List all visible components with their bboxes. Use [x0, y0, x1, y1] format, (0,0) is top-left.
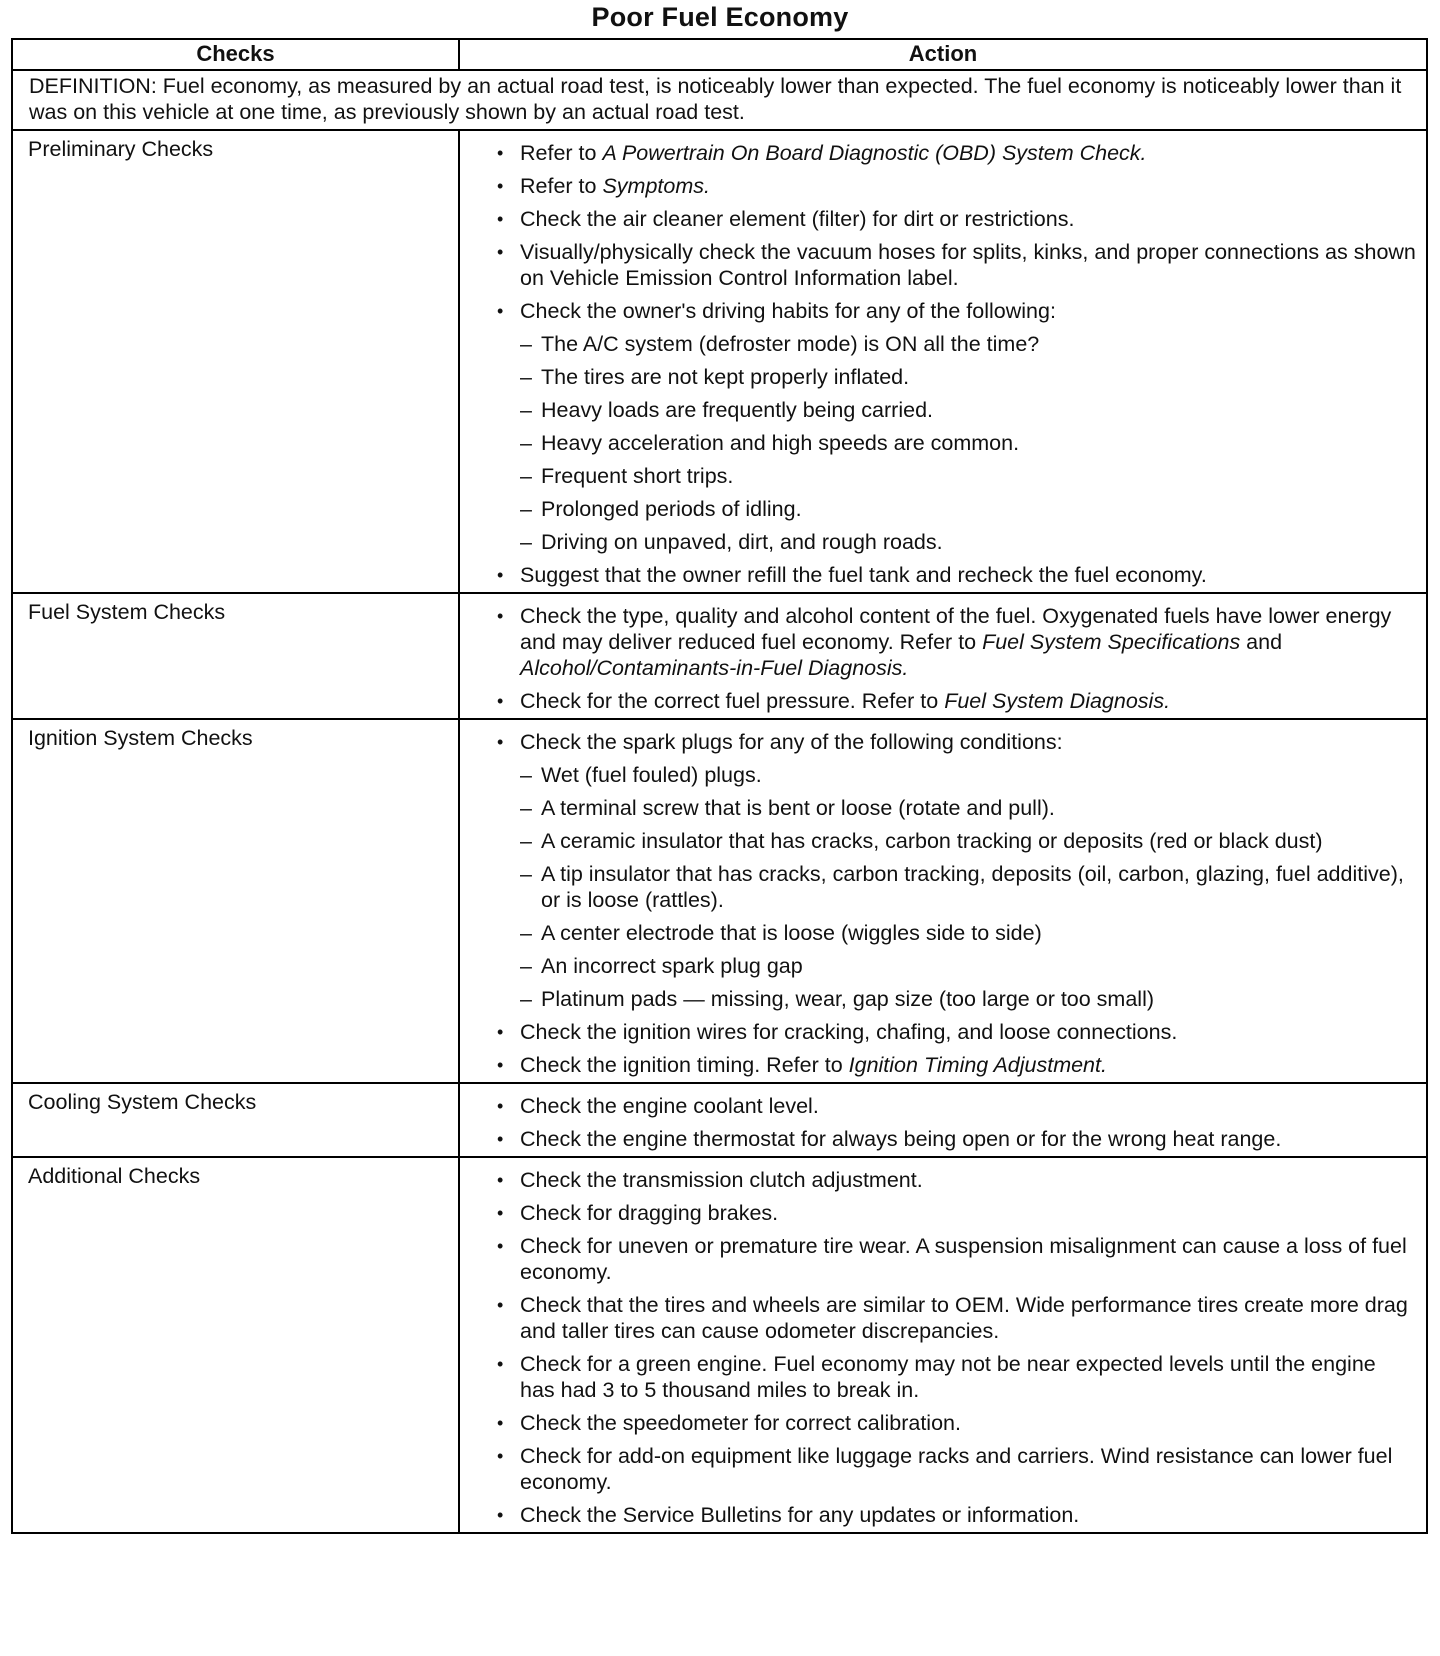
check-category: Additional Checks	[12, 1157, 459, 1533]
bullet-text: Visually/physically check the vacuum hoses for splits, kinks, and proper connections as shown on Vehicle Emission Control Information label.	[520, 240, 1416, 290]
table-row	[12, 593, 1427, 719]
table-row	[12, 1083, 1427, 1157]
bullet-text: Check for uneven or premature tire wear. A suspension misalignment can cause a loss of fuel economy.	[520, 1234, 1407, 1284]
bullet-text: Check the ignition timing. Refer to	[520, 1053, 849, 1077]
bullet-text: Refer to	[520, 174, 603, 198]
reference-link-text: Ignition Timing Adjustment.	[848, 1053, 1107, 1077]
action-cell	[459, 719, 1427, 1083]
sub-item: – A terminal screw that is bent or loose (rotate and pull).	[520, 795, 1416, 821]
bullet-text: Check the air cleaner element (filter) for dirt or restrictions.	[520, 207, 1075, 231]
bullet-list	[460, 1093, 1416, 1152]
bullet-item	[460, 1233, 1416, 1285]
table-row	[12, 130, 1427, 593]
sub-list	[520, 762, 1416, 1012]
bullet-item	[460, 603, 1416, 681]
bullet-text: Refer to	[520, 141, 603, 165]
definition-text: DEFINITION: Fuel economy, as measured by an actual road test, is noticeably lower than expected. The fuel economy is noticeably lower than it was on this vehicle at one time, as previously shown by an actual road test.	[12, 70, 1427, 130]
bullet-item	[460, 1167, 1416, 1193]
bullet-list	[460, 729, 1416, 1078]
bullet-item	[460, 1093, 1416, 1119]
sub-list	[520, 331, 1416, 555]
bullet-text: and	[1240, 630, 1283, 654]
table-row	[12, 719, 1427, 1083]
check-category: Preliminary Checks	[12, 130, 459, 593]
bullet-text: Check for a green engine. Fuel economy may not be near expected levels until the engine has had 3 to 5 thousand miles to break in.	[520, 1352, 1376, 1402]
bullet-text: Check for the correct fuel pressure. Refer to	[520, 689, 945, 713]
bullet-text: Check for dragging brakes.	[520, 1201, 779, 1225]
table-body	[12, 70, 1427, 1533]
reference-link-text: Fuel System Specifications	[982, 630, 1241, 654]
bullet-item	[460, 562, 1416, 588]
sub-item: – Heavy loads are frequently being carried.	[520, 397, 1416, 423]
action-cell	[459, 1157, 1427, 1533]
sub-item: – A ceramic insulator that has cracks, carbon tracking or deposits (red or black dust)	[520, 828, 1416, 854]
reference-link-text: Fuel System Diagnosis.	[944, 689, 1171, 713]
bullet-item	[460, 729, 1416, 1012]
bullet-item	[460, 1019, 1416, 1045]
bullet-item	[460, 206, 1416, 232]
action-column-header: Action	[459, 39, 1427, 70]
bullet-item	[460, 173, 1416, 199]
action-cell	[459, 130, 1427, 593]
check-category: Fuel System Checks	[12, 593, 459, 719]
bullet-item	[460, 239, 1416, 291]
sub-item: – An incorrect spark plug gap	[520, 953, 1416, 979]
bullet-text: Check the engine thermostat for always being open or for the wrong heat range.	[520, 1127, 1282, 1151]
checks-column-header: Checks	[12, 39, 459, 70]
reference-link-text: Symptoms.	[602, 174, 710, 198]
bullet-text: Check the owner's driving habits for any of the following:	[520, 299, 1056, 323]
bullet-item	[460, 140, 1416, 166]
bullet-item	[460, 688, 1416, 714]
bullet-item	[460, 1410, 1416, 1436]
bullet-list	[460, 1167, 1416, 1528]
bullet-text: Check the transmission clutch adjustment.	[520, 1168, 923, 1192]
reference-link-text: Alcohol/Contaminants-in-Fuel Diagnosis.	[520, 656, 909, 680]
table-header-row	[12, 39, 1427, 70]
check-category: Ignition System Checks	[12, 719, 459, 1083]
bullet-item	[460, 1292, 1416, 1344]
sub-item: – Driving on unpaved, dirt, and rough roads.	[520, 529, 1416, 555]
reference-link-text: A Powertrain On Board Diagnostic (OBD) System Check.	[602, 141, 1147, 165]
bullet-text: Check the speedometer for correct calibration.	[520, 1411, 961, 1435]
bullet-text: Check the type, quality and alcohol content of the fuel. Oxygenated fuels have lower energy and may deliver reduced fuel economy. Refer to	[520, 604, 1392, 654]
bullet-text: Check the engine coolant level.	[520, 1094, 819, 1118]
sub-item: – Heavy acceleration and high speeds are common.	[520, 430, 1416, 456]
sub-item: – Platinum pads — missing, wear, gap size (too large or too small)	[520, 986, 1416, 1012]
sub-item: – Wet (fuel fouled) plugs.	[520, 762, 1416, 788]
bullet-list	[460, 603, 1416, 714]
bullet-list	[460, 140, 1416, 588]
sub-item: – The tires are not kept properly inflated.	[520, 364, 1416, 390]
sub-item: – The A/C system (defroster mode) is ON all the time?	[520, 331, 1416, 357]
definition-row	[12, 70, 1427, 130]
page-title: Poor Fuel Economy	[591, 2, 849, 32]
bullet-item	[460, 1502, 1416, 1528]
action-cell	[459, 593, 1427, 719]
sub-item: – A center electrode that is loose (wiggles side to side)	[520, 920, 1416, 946]
bullet-text: Check the spark plugs for any of the following conditions:	[520, 730, 1063, 754]
action-cell	[459, 1083, 1427, 1157]
bullet-item	[460, 1200, 1416, 1226]
bullet-text: Check that the tires and wheels are similar to OEM. Wide performance tires create more drag and taller tires can cause odometer discrepancies.	[520, 1293, 1408, 1343]
sub-item: – A tip insulator that has cracks, carbon tracking, deposits (oil, carbon, glazing, fuel additive), or is loose (rattles).	[520, 861, 1416, 913]
check-category: Cooling System Checks	[12, 1083, 459, 1157]
sub-item: – Frequent short trips.	[520, 463, 1416, 489]
sub-item: – Prolonged periods of idling.	[520, 496, 1416, 522]
bullet-item	[460, 1443, 1416, 1495]
bullet-text: Check the Service Bulletins for any updates or information.	[520, 1503, 1080, 1527]
bullet-item	[460, 1126, 1416, 1152]
bullet-text: Check for add-on equipment like luggage racks and carriers. Wind resistance can lower fuel economy.	[520, 1444, 1393, 1494]
bullet-text: Check the ignition wires for cracking, chafing, and loose connections.	[520, 1020, 1178, 1044]
bullet-item	[460, 1351, 1416, 1403]
diagnostic-table	[11, 38, 1428, 1534]
table-row	[12, 1157, 1427, 1533]
bullet-item	[460, 1052, 1416, 1078]
bullet-item	[460, 298, 1416, 555]
bullet-text: Suggest that the owner refill the fuel tank and recheck the fuel economy.	[520, 563, 1207, 587]
